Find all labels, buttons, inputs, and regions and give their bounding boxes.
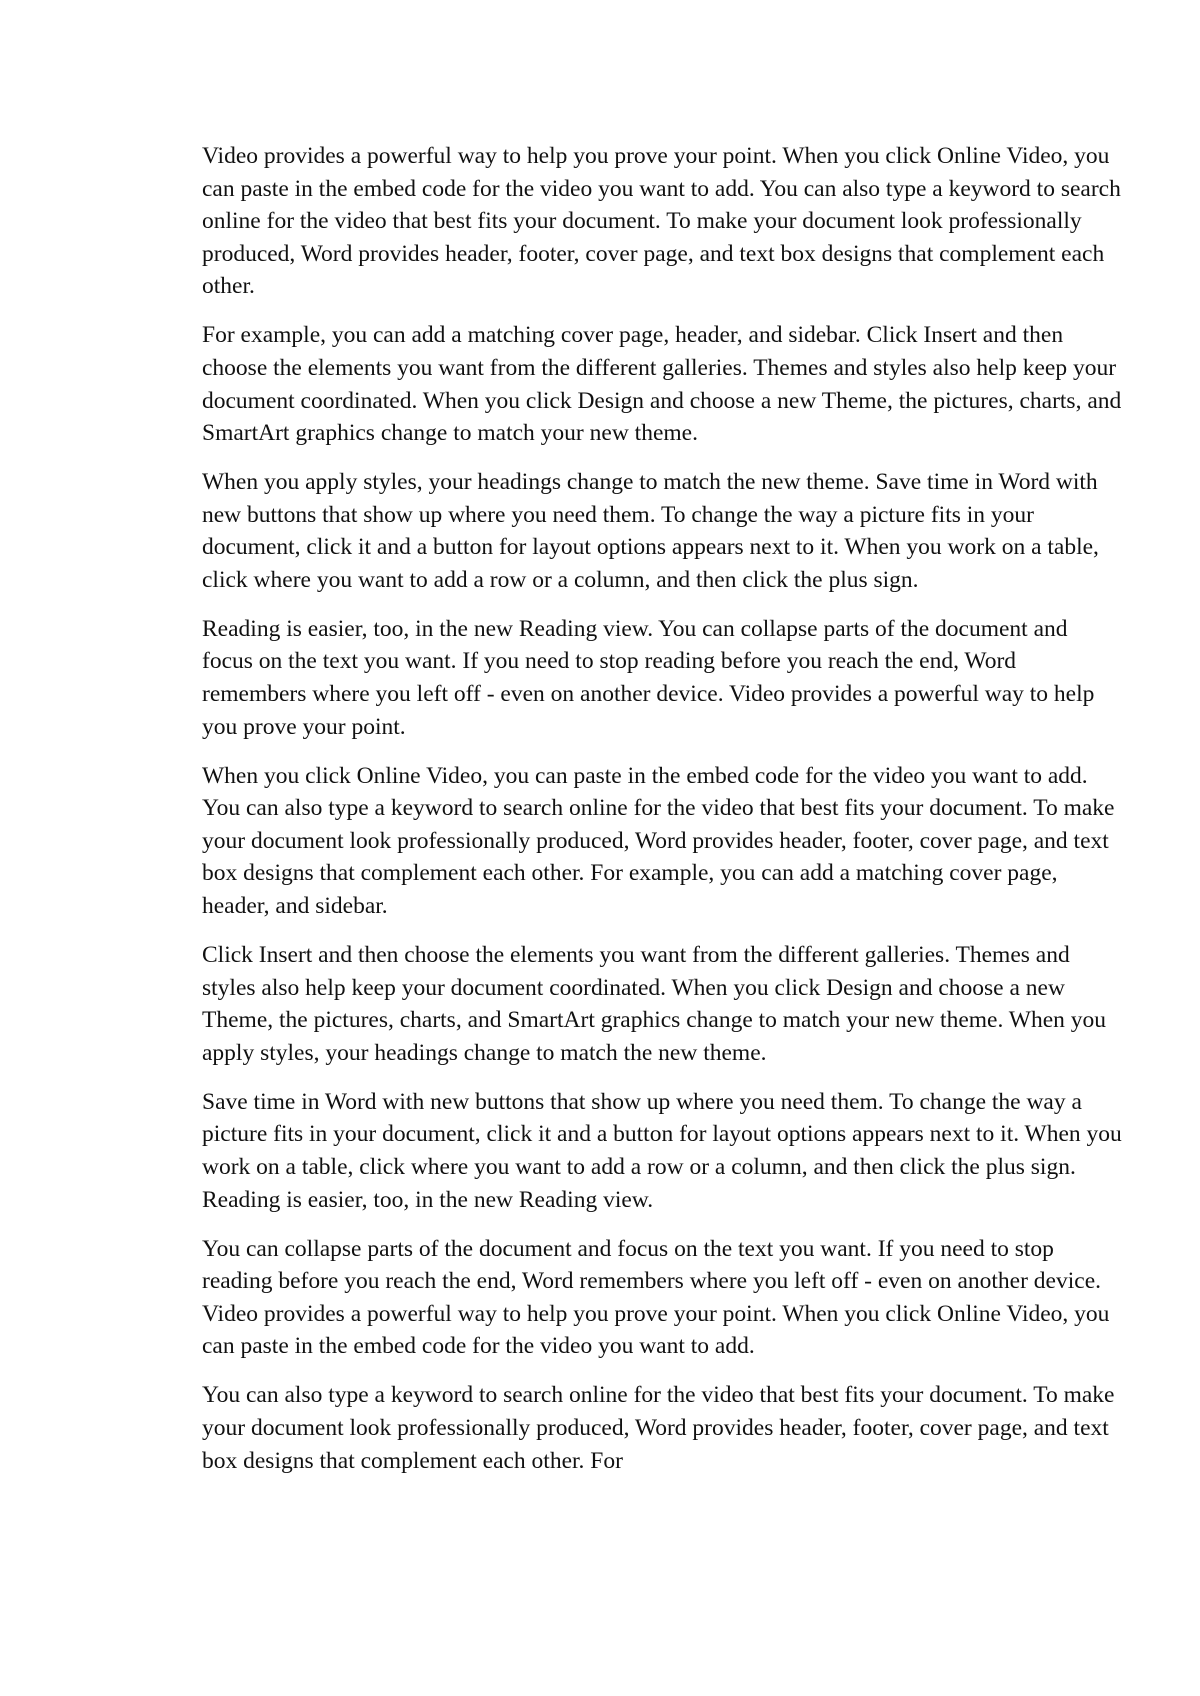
paragraph-6: Click Insert and then choose the elements you want from the different galleries. Themes and styles also help keep your document coordinated. When you click Design and choose a new Theme, the pictures, charts, and SmartArt graphics change to match your new theme. When you apply styles, your headings change to match the new theme.	[202, 942, 1107, 1066]
paragraph-2: For example, you can add a matching cover page, header, and sidebar. Click Insert and then choose the elements you want from the different galleries. Themes and styles also help keep your document coordinated. When you click Design and choose a new Theme, the pictures, charts, and SmartArt graphics change to match your new theme.	[202, 322, 1122, 447]
paragraph-5: When you click Online Video, you can paste in the embed code for the video you want to add. You can also type a keyword to search online for the video that best fits your document. To make your document look professionally produced, Word provides header, footer, cover page, and text box designs that complement each other. For example, you can add a matching cover page, header, and sidebar.	[202, 762, 1115, 920]
paragraph-9: You can also type a keyword to search online for the video that best fits your document. To make your document look professionally produced, Word provides header, footer, cover page, and text box designs that complement each other. For	[202, 1382, 1115, 1474]
paragraph-8: You can collapse parts of the document and focus on the text you want. If you need to stop reading before you reach the end, Word remembers where you left off - even on another device. Video provides a powerful way to help you prove your point. When you click Online Video, you can paste in the embed code for the video you want to add.	[202, 1235, 1110, 1360]
paragraph-1: Video provides a powerful way to help you prove your point. When you click Online Video, you can paste in the embed code for the video you want to add. You can also type a keyword to search online for the video that best fits your document. To make your document look professionally produced, Word provides header, footer, cover page, and text box designs that complement each other.	[202, 143, 1121, 300]
document-body	[202, 140, 1122, 1493]
paragraph-4: Reading is easier, too, in the new Reading view. You can collapse parts of the document and focus on the text you want. If you need to stop reading before you reach the end, Word remembers where you left off - even on another device. Video provides a powerful way to help you prove your point.	[202, 615, 1095, 740]
paragraph-3: When you apply styles, your headings change to match the new theme. Save time in Word with new buttons that show up where you need them. To change the way a picture fits in your document, click it and a button for layout options appears next to it. When you work on a table, click where you want to add a row or a column, and then click the plus sign.	[202, 469, 1099, 593]
paragraph-7: Save time in Word with new buttons that show up where you need them. To change the way a picture fits in your document, click it and a button for layout options appears next to it. When you work on a table, click where you want to add a row or a column, and then click the plus sign. Reading is easier, too, in the new Reading view.	[202, 1088, 1122, 1213]
